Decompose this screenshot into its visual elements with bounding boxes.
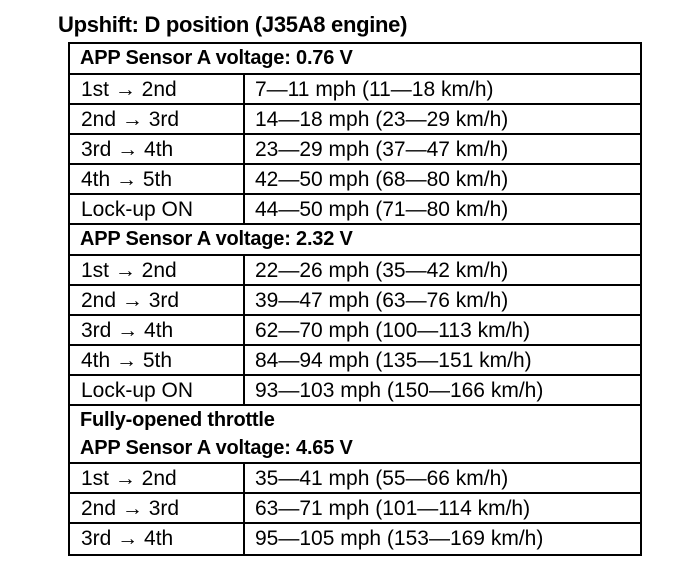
speed-cell: 95—105 mph (153—169 km/h) bbox=[255, 527, 544, 550]
speed-cell: 22—26 mph (35—42 km/h) bbox=[255, 259, 509, 282]
table-row bbox=[70, 346, 640, 376]
section-header bbox=[70, 406, 640, 464]
speed-cell: 35—41 mph (55—66 km/h) bbox=[255, 467, 509, 490]
shift-cell: 3rd → 4th bbox=[70, 316, 245, 344]
table-row bbox=[70, 165, 640, 195]
page-title: Upshift: D position (J35A8 engine) bbox=[58, 12, 408, 37]
table-row bbox=[70, 494, 640, 524]
shift-cell: 3rd → 4th bbox=[70, 524, 245, 554]
section-header bbox=[70, 44, 640, 75]
section-header-line: APP Sensor A voltage: 0.76 V bbox=[80, 47, 353, 69]
section-header-line: APP Sensor A voltage: 4.65 V bbox=[80, 437, 353, 459]
table-row bbox=[70, 376, 640, 406]
shift-cell: 1st → 2nd bbox=[70, 256, 245, 284]
speed-cell: 14—18 mph (23—29 km/h) bbox=[255, 108, 509, 131]
shift-cell: 1st → 2nd bbox=[70, 75, 245, 103]
table-row bbox=[70, 316, 640, 346]
section-header-line: APP Sensor A voltage: 2.32 V bbox=[80, 228, 353, 250]
table-row bbox=[70, 105, 640, 135]
shift-cell: 1st → 2nd bbox=[70, 464, 245, 492]
table-row bbox=[70, 75, 640, 105]
shift-cell: Lock-up ON bbox=[70, 376, 245, 404]
speed-cell: 62—70 mph (100—113 km/h) bbox=[255, 319, 531, 342]
speed-cell: 23—29 mph (37—47 km/h) bbox=[255, 138, 509, 161]
shift-cell: 2nd → 3rd bbox=[70, 286, 245, 314]
upshift-speed-table bbox=[68, 42, 642, 556]
speed-cell: 84—94 mph (135—151 km/h) bbox=[255, 349, 532, 372]
table-row bbox=[70, 286, 640, 316]
speed-cell: 7—11 mph (11—18 km/h) bbox=[255, 78, 494, 101]
speed-cell: 42—50 mph (68—80 km/h) bbox=[255, 168, 509, 191]
table-row bbox=[70, 135, 640, 165]
speed-cell: 63—71 mph (101—114 km/h) bbox=[255, 497, 531, 520]
shift-cell: 4th → 5th bbox=[70, 346, 245, 374]
table-row bbox=[70, 256, 640, 286]
section-header-line: Fully-opened throttle bbox=[80, 409, 275, 431]
section-header bbox=[70, 225, 640, 256]
speed-cell: 44—50 mph (71—80 km/h) bbox=[255, 198, 509, 221]
shift-cell: Lock-up ON bbox=[70, 195, 245, 223]
speed-cell: 93—103 mph (150—166 km/h) bbox=[255, 379, 544, 402]
shift-cell: 2nd → 3rd bbox=[70, 105, 245, 133]
table-row bbox=[70, 195, 640, 225]
shift-cell: 4th → 5th bbox=[70, 165, 245, 193]
table-row bbox=[70, 524, 640, 554]
speed-cell: 39—47 mph (63—76 km/h) bbox=[255, 289, 509, 312]
shift-cell: 2nd → 3rd bbox=[70, 494, 245, 522]
table-row bbox=[70, 464, 640, 494]
shift-cell: 3rd → 4th bbox=[70, 135, 245, 163]
